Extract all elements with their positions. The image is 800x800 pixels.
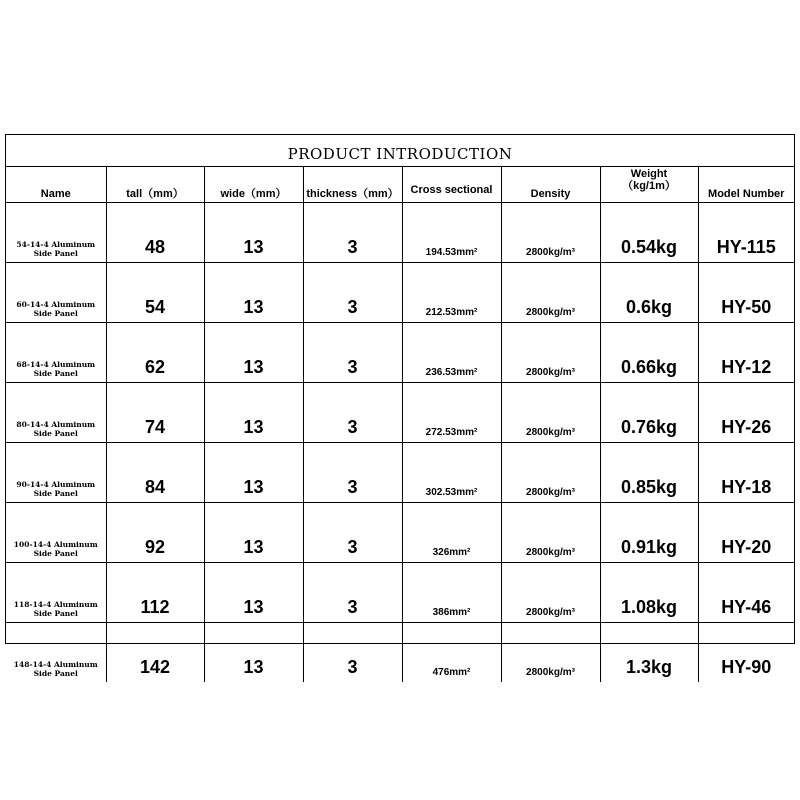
header-weight-label: Weight xyxy=(630,168,668,180)
header-weight-unit: （kg/1m） xyxy=(622,180,676,192)
cell-model: HY-18 xyxy=(698,443,794,503)
table-row xyxy=(6,623,794,683)
cell-density: 2800kg/m³ xyxy=(501,383,600,443)
table-row xyxy=(6,503,794,563)
cell-name xyxy=(6,383,106,443)
cell-weight: 0.66kg xyxy=(600,323,698,383)
cell-cross: 476mm² xyxy=(402,623,501,683)
cell-tall: 62 xyxy=(106,323,204,383)
cell-name-line1: 80-14-4 Aluminum xyxy=(16,420,96,429)
cell-model: HY-12 xyxy=(698,323,794,383)
cell-tall: 84 xyxy=(106,443,204,503)
cell-tall: 142 xyxy=(106,623,204,683)
cell-name-line1: 90-14-4 Aluminum xyxy=(16,480,96,489)
cell-name-line1: 148-14-4 Aluminum xyxy=(13,660,98,669)
cell-cross: 386mm² xyxy=(402,563,501,623)
cell-weight: 0.76kg xyxy=(600,383,698,443)
header-wide: wide（mm） xyxy=(204,167,303,203)
cell-cross: 302.53mm² xyxy=(402,443,501,503)
cell-name xyxy=(6,563,106,623)
cell-name xyxy=(6,323,106,383)
cell-cross: 236.53mm² xyxy=(402,323,501,383)
cell-model: HY-46 xyxy=(698,563,794,623)
cell-wide: 13 xyxy=(204,263,303,323)
cell-weight: 0.6kg xyxy=(600,263,698,323)
cell-weight: 1.08kg xyxy=(600,563,698,623)
cell-name-line2: Side Panel xyxy=(33,369,78,378)
table-title: PRODUCT INTRODUCTION xyxy=(6,135,794,167)
cell-tall: 74 xyxy=(106,383,204,443)
header-weight xyxy=(600,167,698,203)
cell-density: 2800kg/m³ xyxy=(501,323,600,383)
cell-wide: 13 xyxy=(204,203,303,263)
cell-name xyxy=(6,203,106,263)
cell-name-line1: 68-14-4 Aluminum xyxy=(16,360,96,369)
cell-weight: 0.91kg xyxy=(600,503,698,563)
cell-wide: 13 xyxy=(204,383,303,443)
cell-cross: 212.53mm² xyxy=(402,263,501,323)
header-name: Name xyxy=(6,167,106,203)
cell-cross: 272.53mm² xyxy=(402,383,501,443)
cell-model: HY-26 xyxy=(698,383,794,443)
cell-density: 2800kg/m³ xyxy=(501,263,600,323)
cell-density: 2800kg/m³ xyxy=(501,623,600,683)
cell-name-line2: Side Panel xyxy=(33,669,78,678)
cell-wide: 13 xyxy=(204,563,303,623)
cell-name-line2: Side Panel xyxy=(33,489,78,498)
cell-name xyxy=(6,623,106,683)
table-row xyxy=(6,203,794,263)
cell-wide: 13 xyxy=(204,503,303,563)
cell-name xyxy=(6,443,106,503)
cell-thickness: 3 xyxy=(303,383,402,443)
cell-thickness: 3 xyxy=(303,203,402,263)
cell-name-line2: Side Panel xyxy=(33,549,78,558)
cell-name-line1: 118-14-4 Aluminum xyxy=(13,600,98,609)
header-cross-sectional: Cross sectional xyxy=(402,167,501,203)
header-model-number: Model Number xyxy=(698,167,794,203)
cell-name-line1: 60-14-4 Aluminum xyxy=(16,300,96,309)
cell-name xyxy=(6,263,106,323)
product-table xyxy=(6,167,794,682)
header-row xyxy=(6,167,794,203)
table-row xyxy=(6,263,794,323)
cell-name-line2: Side Panel xyxy=(33,429,78,438)
cell-model: HY-50 xyxy=(698,263,794,323)
cell-weight: 0.85kg xyxy=(600,443,698,503)
cell-name-line1: 100-14-4 Aluminum xyxy=(13,540,98,549)
cell-cross: 326mm² xyxy=(402,503,501,563)
cell-density: 2800kg/m³ xyxy=(501,443,600,503)
header-tall: tall（mm） xyxy=(106,167,204,203)
cell-thickness: 3 xyxy=(303,563,402,623)
cell-density: 2800kg/m³ xyxy=(501,203,600,263)
cell-density: 2800kg/m³ xyxy=(501,503,600,563)
cell-tall: 48 xyxy=(106,203,204,263)
header-thickness: thickness（mm） xyxy=(303,167,402,203)
cell-tall: 92 xyxy=(106,503,204,563)
cell-wide: 13 xyxy=(204,323,303,383)
cell-density: 2800kg/m³ xyxy=(501,563,600,623)
cell-wide: 13 xyxy=(204,623,303,683)
cell-name-line2: Side Panel xyxy=(33,249,78,258)
cell-name-line2: Side Panel xyxy=(33,609,78,618)
table-row xyxy=(6,563,794,623)
cell-tall: 54 xyxy=(106,263,204,323)
cell-model: HY-90 xyxy=(698,623,794,683)
cell-model: HY-115 xyxy=(698,203,794,263)
cell-thickness: 3 xyxy=(303,443,402,503)
cell-name xyxy=(6,503,106,563)
cell-thickness: 3 xyxy=(303,503,402,563)
header-density: Density xyxy=(501,167,600,203)
cell-weight: 1.3kg xyxy=(600,623,698,683)
table-row xyxy=(6,323,794,383)
table-row xyxy=(6,443,794,503)
cell-thickness: 3 xyxy=(303,263,402,323)
cell-weight: 0.54kg xyxy=(600,203,698,263)
cell-tall: 112 xyxy=(106,563,204,623)
cell-thickness: 3 xyxy=(303,623,402,683)
cell-name-line2: Side Panel xyxy=(33,309,78,318)
cell-model: HY-20 xyxy=(698,503,794,563)
cell-cross: 194.53mm² xyxy=(402,203,501,263)
product-table-sheet xyxy=(5,134,795,678)
table-row xyxy=(6,383,794,443)
cell-name-line1: 54-14-4 Aluminum xyxy=(16,240,96,249)
cell-thickness: 3 xyxy=(303,323,402,383)
cell-wide: 13 xyxy=(204,443,303,503)
